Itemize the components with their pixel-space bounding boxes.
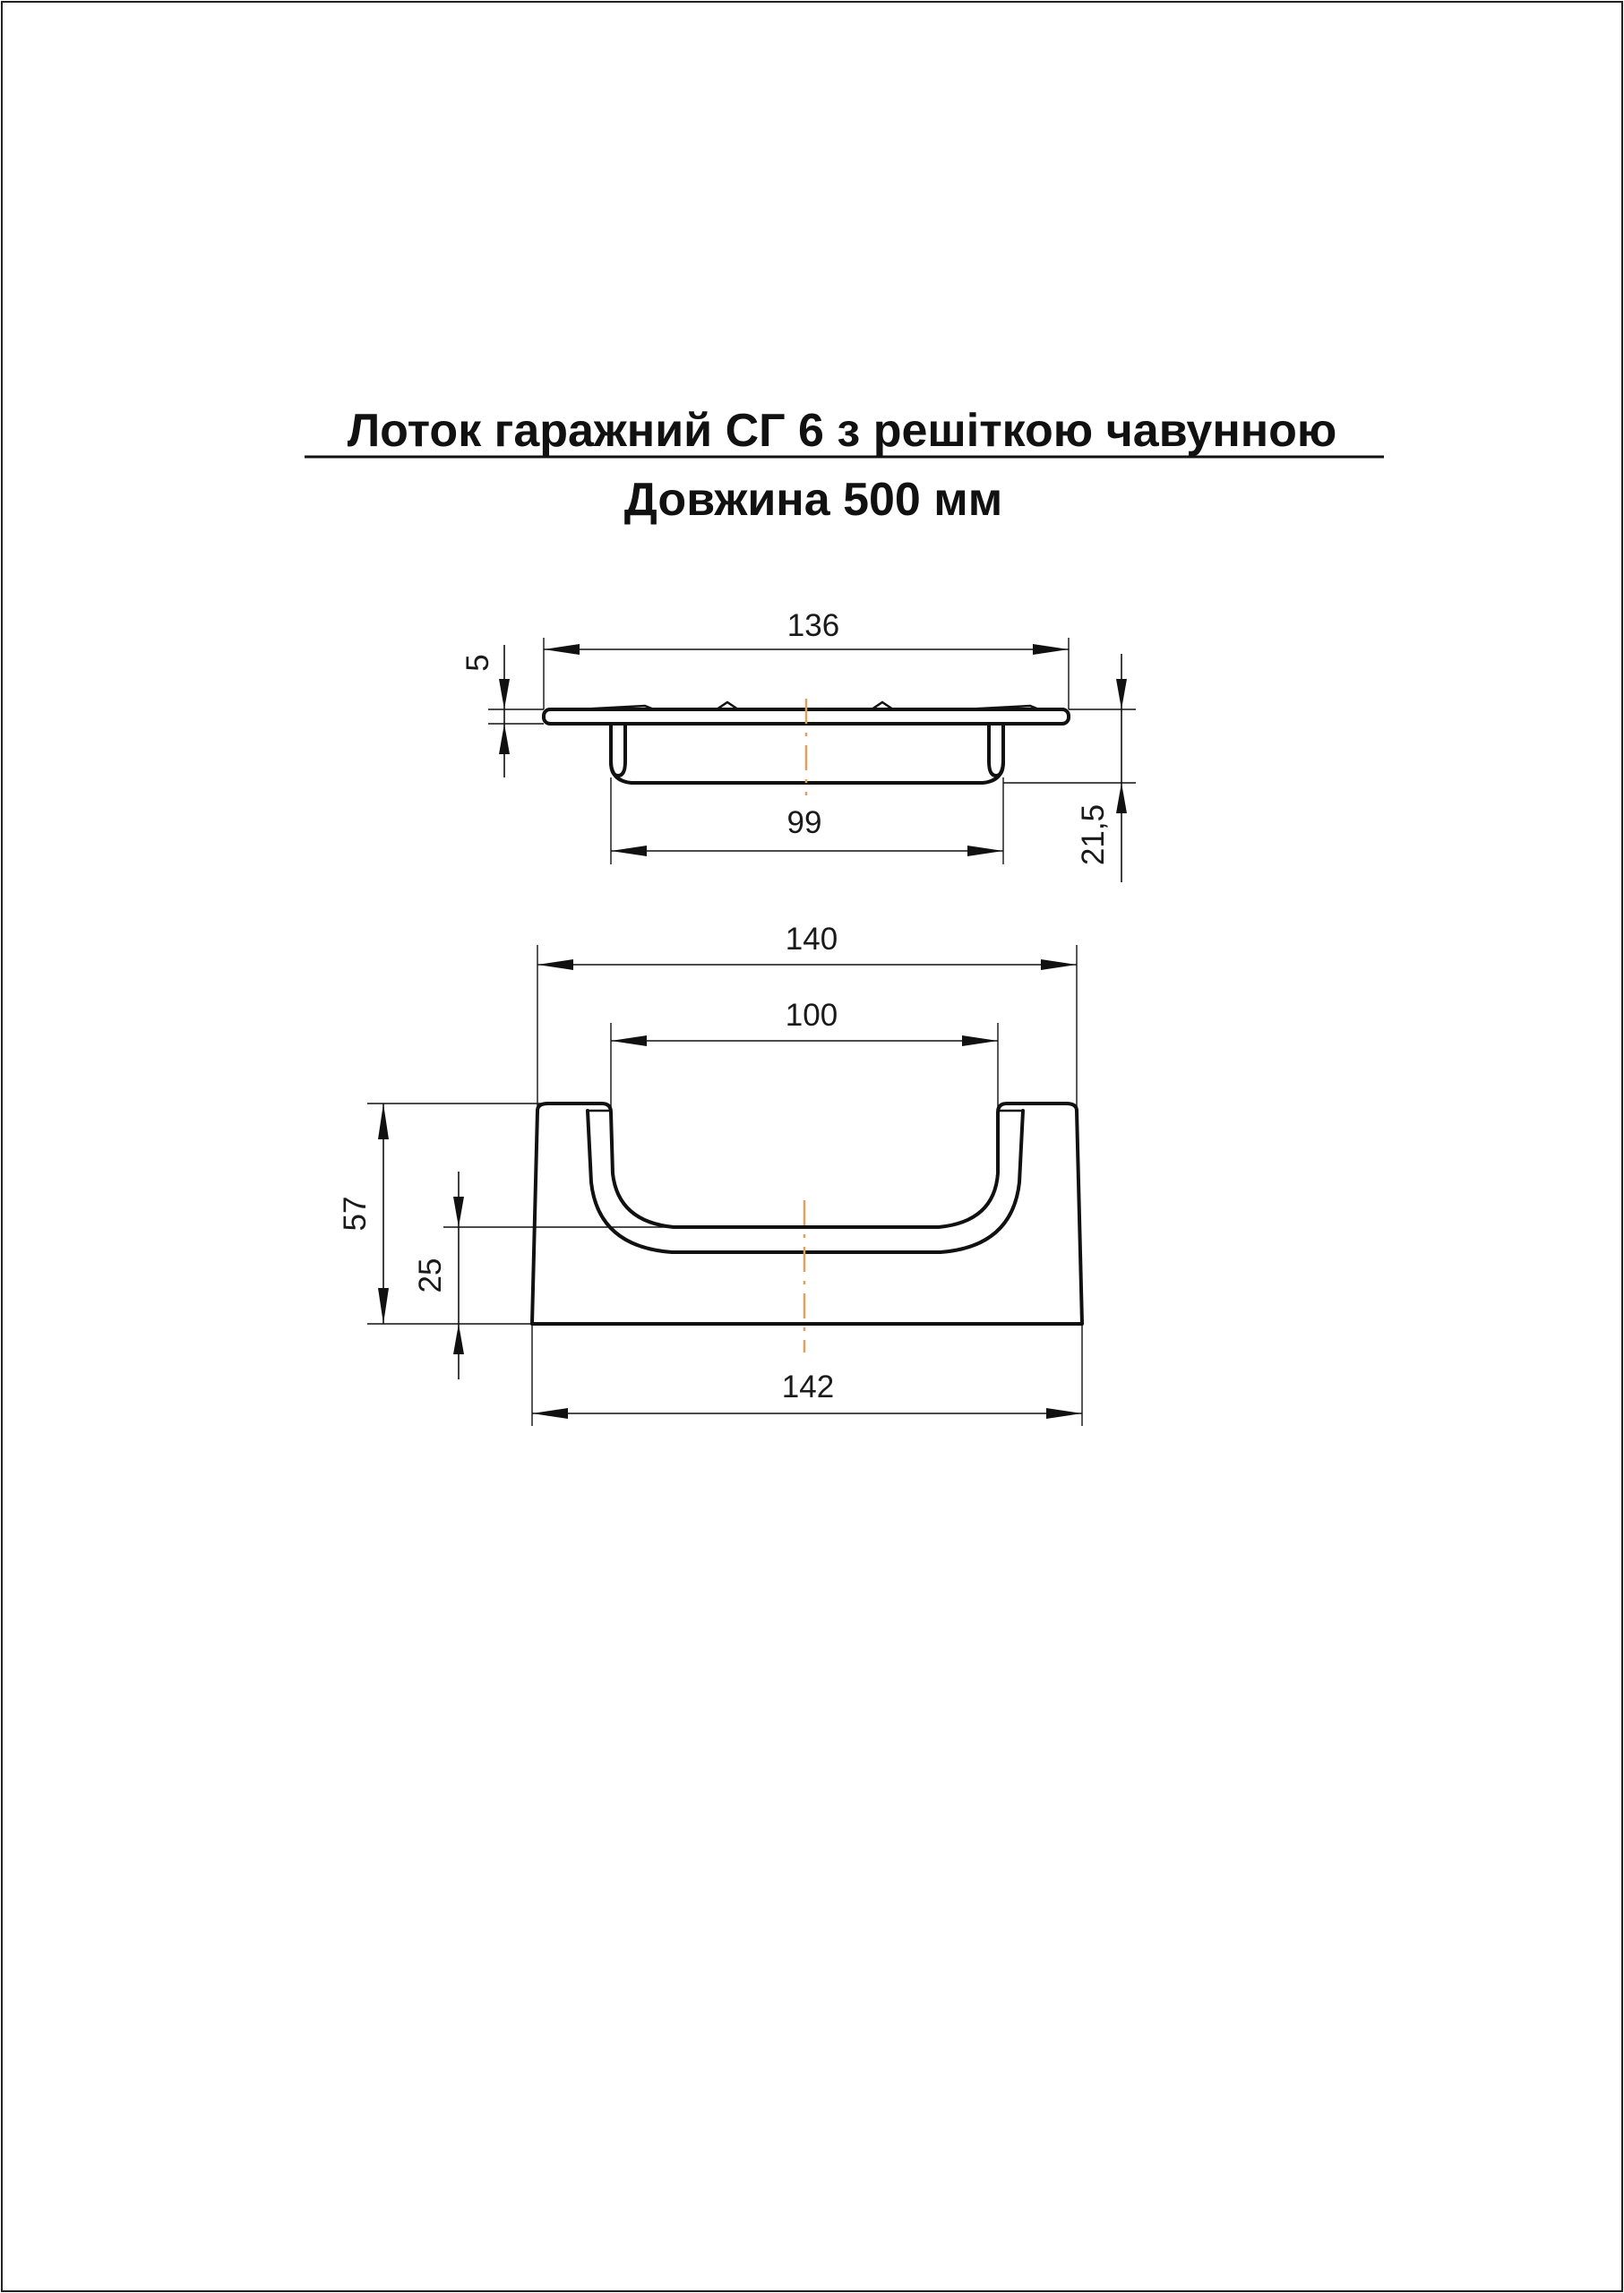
- dimension-25: [413, 1172, 674, 1379]
- dimension-99-label: 99: [786, 805, 822, 840]
- dimension-136: [544, 608, 1069, 709]
- dimension-25-label: 25: [413, 1258, 448, 1293]
- grate-section: [544, 699, 1069, 795]
- dimension-99: [611, 777, 1003, 864]
- dimension-5: [460, 645, 544, 777]
- dimension-100-label: 100: [785, 998, 838, 1033]
- channel-section: [532, 1104, 1082, 1353]
- dimension-142-label: 142: [781, 1370, 835, 1404]
- dimension-100: [611, 998, 998, 1112]
- dimension-142: [532, 1324, 1082, 1426]
- dimension-21-5-label: 21,5: [1076, 803, 1111, 866]
- dimension-140-label: 140: [785, 922, 838, 957]
- dimension-5-label: 5: [460, 654, 495, 672]
- dimension-136-label: 136: [786, 608, 840, 643]
- drawing-title: Лоток гаражний СГ 6 з решіткою чавунною: [347, 405, 1337, 457]
- dimension-57-label: 57: [338, 1196, 373, 1232]
- dimension-21-5: [1003, 654, 1136, 882]
- drawing-subtitle: Довжина 500 мм: [623, 474, 1003, 526]
- sheet-frame: [2, 2, 1622, 2291]
